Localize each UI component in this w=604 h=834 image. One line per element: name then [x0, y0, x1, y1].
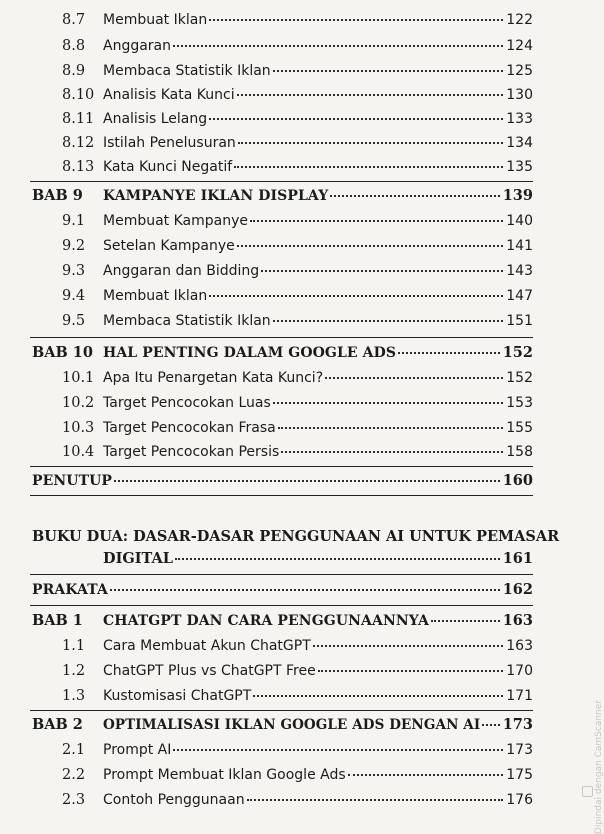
entry-number: 8.13 [62, 159, 95, 175]
dot-leader [209, 18, 503, 21]
entry-page: 153 [506, 395, 533, 411]
toc-entry [0, 131, 600, 155]
book-two-heading [32, 526, 560, 570]
entry-page: 170 [506, 663, 533, 679]
dot-leader [273, 401, 503, 404]
entry-title: Kata Kunci Negatif [103, 159, 233, 175]
toc-entry [0, 234, 600, 258]
dot-leader [431, 619, 500, 622]
entry-number: 9.3 [62, 263, 86, 279]
entry-title: Cara Membuat Akun ChatGPT [103, 638, 311, 654]
entry-number: 10.4 [62, 444, 95, 460]
dot-leader [273, 319, 504, 322]
entry-title: Membaca Statistik Iklan [103, 63, 271, 79]
entry-title: ChatGPT Plus vs ChatGPT Free [103, 663, 316, 679]
dot-leader [261, 269, 503, 272]
entry-page: 163 [506, 638, 533, 654]
entry-number: 9.5 [62, 313, 86, 329]
dot-leader [313, 644, 504, 647]
camscanner-icon [582, 786, 593, 797]
scanner-watermark: Dipindai dengan CamScanner [594, 700, 604, 834]
entry-page: 175 [506, 767, 533, 783]
closing-title: PENUTUP [32, 473, 113, 489]
entry-number: 1.3 [62, 688, 86, 704]
dot-leader [278, 426, 504, 429]
toc-entry [0, 155, 600, 179]
entry-page: 141 [506, 238, 533, 254]
toc-chapter [0, 341, 600, 365]
book-two-title-line1: BUKU DUA: DASAR-DASAR PENGGUNAAN AI UNTUK PEMASAR [32, 528, 560, 545]
entry-title: Setelan Kampanye [103, 238, 235, 254]
entry-page: 143 [506, 263, 533, 279]
entry-number: 9.1 [62, 213, 86, 229]
toc-entry [0, 391, 600, 415]
dot-leader [330, 194, 499, 197]
entry-page: 171 [506, 688, 533, 704]
toc-entry [0, 763, 600, 787]
entry-number: 10.2 [62, 395, 95, 411]
chapter-title: OPTIMALISASI IKLAN GOOGLE ADS DENGAN AI [103, 717, 481, 733]
entry-page: 125 [506, 63, 533, 79]
entry-title: Membuat Iklan [103, 288, 208, 304]
book-two-title-line2: DIGITAL [103, 550, 173, 567]
entry-number: 9.4 [62, 288, 86, 304]
toc-entry [0, 259, 600, 283]
entry-page: 124 [506, 38, 533, 54]
toc-chapter [0, 713, 600, 737]
dot-leader [173, 44, 503, 47]
entry-page: 130 [506, 87, 533, 103]
toc-preface [0, 578, 600, 602]
entry-number: 8.10 [62, 87, 95, 103]
dot-leader [110, 588, 500, 591]
entry-title: Target Pencocokan Frasa [103, 420, 276, 436]
chapter-page: 152 [502, 344, 533, 361]
dot-leader [318, 669, 504, 672]
entry-number: 8.9 [62, 63, 86, 79]
toc-entry [0, 684, 600, 708]
closing-page: 160 [502, 472, 533, 489]
toc-entry [0, 416, 600, 440]
entry-title: Contoh Penggunaan [103, 792, 245, 808]
section-divider [30, 337, 533, 338]
entry-number: 1.1 [62, 638, 86, 654]
dot-leader [250, 219, 503, 222]
toc-entry [0, 284, 600, 308]
entry-number: 10.1 [62, 370, 95, 386]
toc-entry [0, 8, 600, 32]
dot-leader [253, 694, 503, 697]
entry-title: Prompt AI [103, 742, 172, 758]
toc-entry [0, 83, 600, 107]
dot-leader [247, 798, 504, 801]
entry-page: 133 [506, 111, 533, 127]
entry-number: 10.3 [62, 420, 95, 436]
entry-title: Membuat Iklan [103, 12, 208, 28]
entry-title: Istilah Penelusuran [103, 135, 236, 151]
section-divider [30, 710, 533, 711]
entry-page: 152 [506, 370, 533, 386]
toc-entry [0, 659, 600, 683]
section-divider [30, 605, 533, 606]
chapter-page: 139 [502, 187, 533, 204]
dot-leader [209, 117, 503, 120]
entry-title: Apa Itu Penargetan Kata Kunci? [103, 370, 324, 386]
dot-leader [173, 748, 503, 751]
entry-number: 2.3 [62, 792, 86, 808]
entry-page: 158 [506, 444, 533, 460]
chapter-title: CHATGPT DAN CARA PENGGUNAANNYA [103, 613, 429, 629]
entry-title: Anggaran dan Bidding [103, 263, 260, 279]
entry-title: Kustomisasi ChatGPT [103, 688, 252, 704]
chapter-number: BAB 10 [32, 344, 93, 361]
toc-entry [0, 366, 600, 390]
preface-title: PRAKATA [32, 582, 108, 598]
book-two-page: 161 [502, 550, 533, 567]
dot-leader [348, 773, 504, 776]
dot-leader [175, 558, 500, 560]
toc-entry [0, 788, 600, 812]
dot-leader [482, 723, 499, 726]
entry-page: 151 [506, 313, 533, 329]
entry-page: 140 [506, 213, 533, 229]
toc-entry [0, 34, 600, 58]
dot-leader [237, 244, 503, 247]
entry-number: 8.12 [62, 135, 95, 151]
toc-entry [0, 209, 600, 233]
chapter-title: KAMPANYE IKLAN DISPLAY [103, 188, 329, 204]
dot-leader [209, 294, 503, 297]
chapter-page: 163 [502, 612, 533, 629]
entry-page: 122 [506, 12, 533, 28]
entry-number: 8.11 [62, 111, 95, 127]
chapter-number: BAB 9 [32, 187, 83, 204]
entry-number: 1.2 [62, 663, 86, 679]
chapter-number: BAB 2 [32, 716, 83, 733]
chapter-number: BAB 1 [32, 612, 83, 629]
entry-number: 2.2 [62, 767, 86, 783]
section-divider [30, 466, 533, 467]
entry-number: 8.7 [62, 12, 86, 28]
entry-title: Membuat Kampanye [103, 213, 248, 229]
toc-entry [0, 59, 600, 83]
dot-leader [325, 376, 503, 379]
entry-page: 176 [506, 792, 533, 808]
section-divider [30, 495, 533, 496]
toc-entry [0, 634, 600, 658]
dot-leader [237, 93, 504, 96]
entry-page: 173 [506, 742, 533, 758]
entry-number: 9.2 [62, 238, 86, 254]
chapter-title: HAL PENTING DALAM GOOGLE ADS [103, 345, 397, 361]
entry-title: Prompt Membuat Iklan Google Ads [103, 767, 346, 783]
section-divider [30, 574, 533, 575]
dot-leader [281, 450, 503, 453]
toc-chapter [0, 184, 600, 208]
entry-page: 155 [506, 420, 533, 436]
dot-leader [114, 479, 500, 482]
dot-leader [273, 69, 504, 72]
dot-leader [398, 351, 500, 354]
entry-title: Analisis Kata Kunci [103, 87, 235, 103]
chapter-page: 173 [502, 716, 533, 733]
toc-chapter [0, 609, 600, 633]
entry-title: Analisis Lelang [103, 111, 208, 127]
toc-entry [0, 107, 600, 131]
toc-closing [0, 469, 600, 493]
dot-leader [234, 165, 503, 168]
section-divider [30, 181, 533, 182]
preface-page: 162 [502, 581, 533, 598]
entry-number: 2.1 [62, 742, 86, 758]
entry-title: Membaca Statistik Iklan [103, 313, 271, 329]
entry-page: 147 [506, 288, 533, 304]
toc-entry [0, 440, 600, 464]
toc-entry [0, 738, 600, 762]
entry-page: 134 [506, 135, 533, 151]
entry-title: Target Pencocokan Luas [103, 395, 271, 411]
entry-title: Anggaran [103, 38, 172, 54]
toc-entry [0, 309, 600, 333]
dot-leader [238, 141, 503, 144]
entry-number: 8.8 [62, 38, 86, 54]
entry-title: Target Pencocokan Persis [103, 444, 280, 460]
entry-page: 135 [506, 159, 533, 175]
